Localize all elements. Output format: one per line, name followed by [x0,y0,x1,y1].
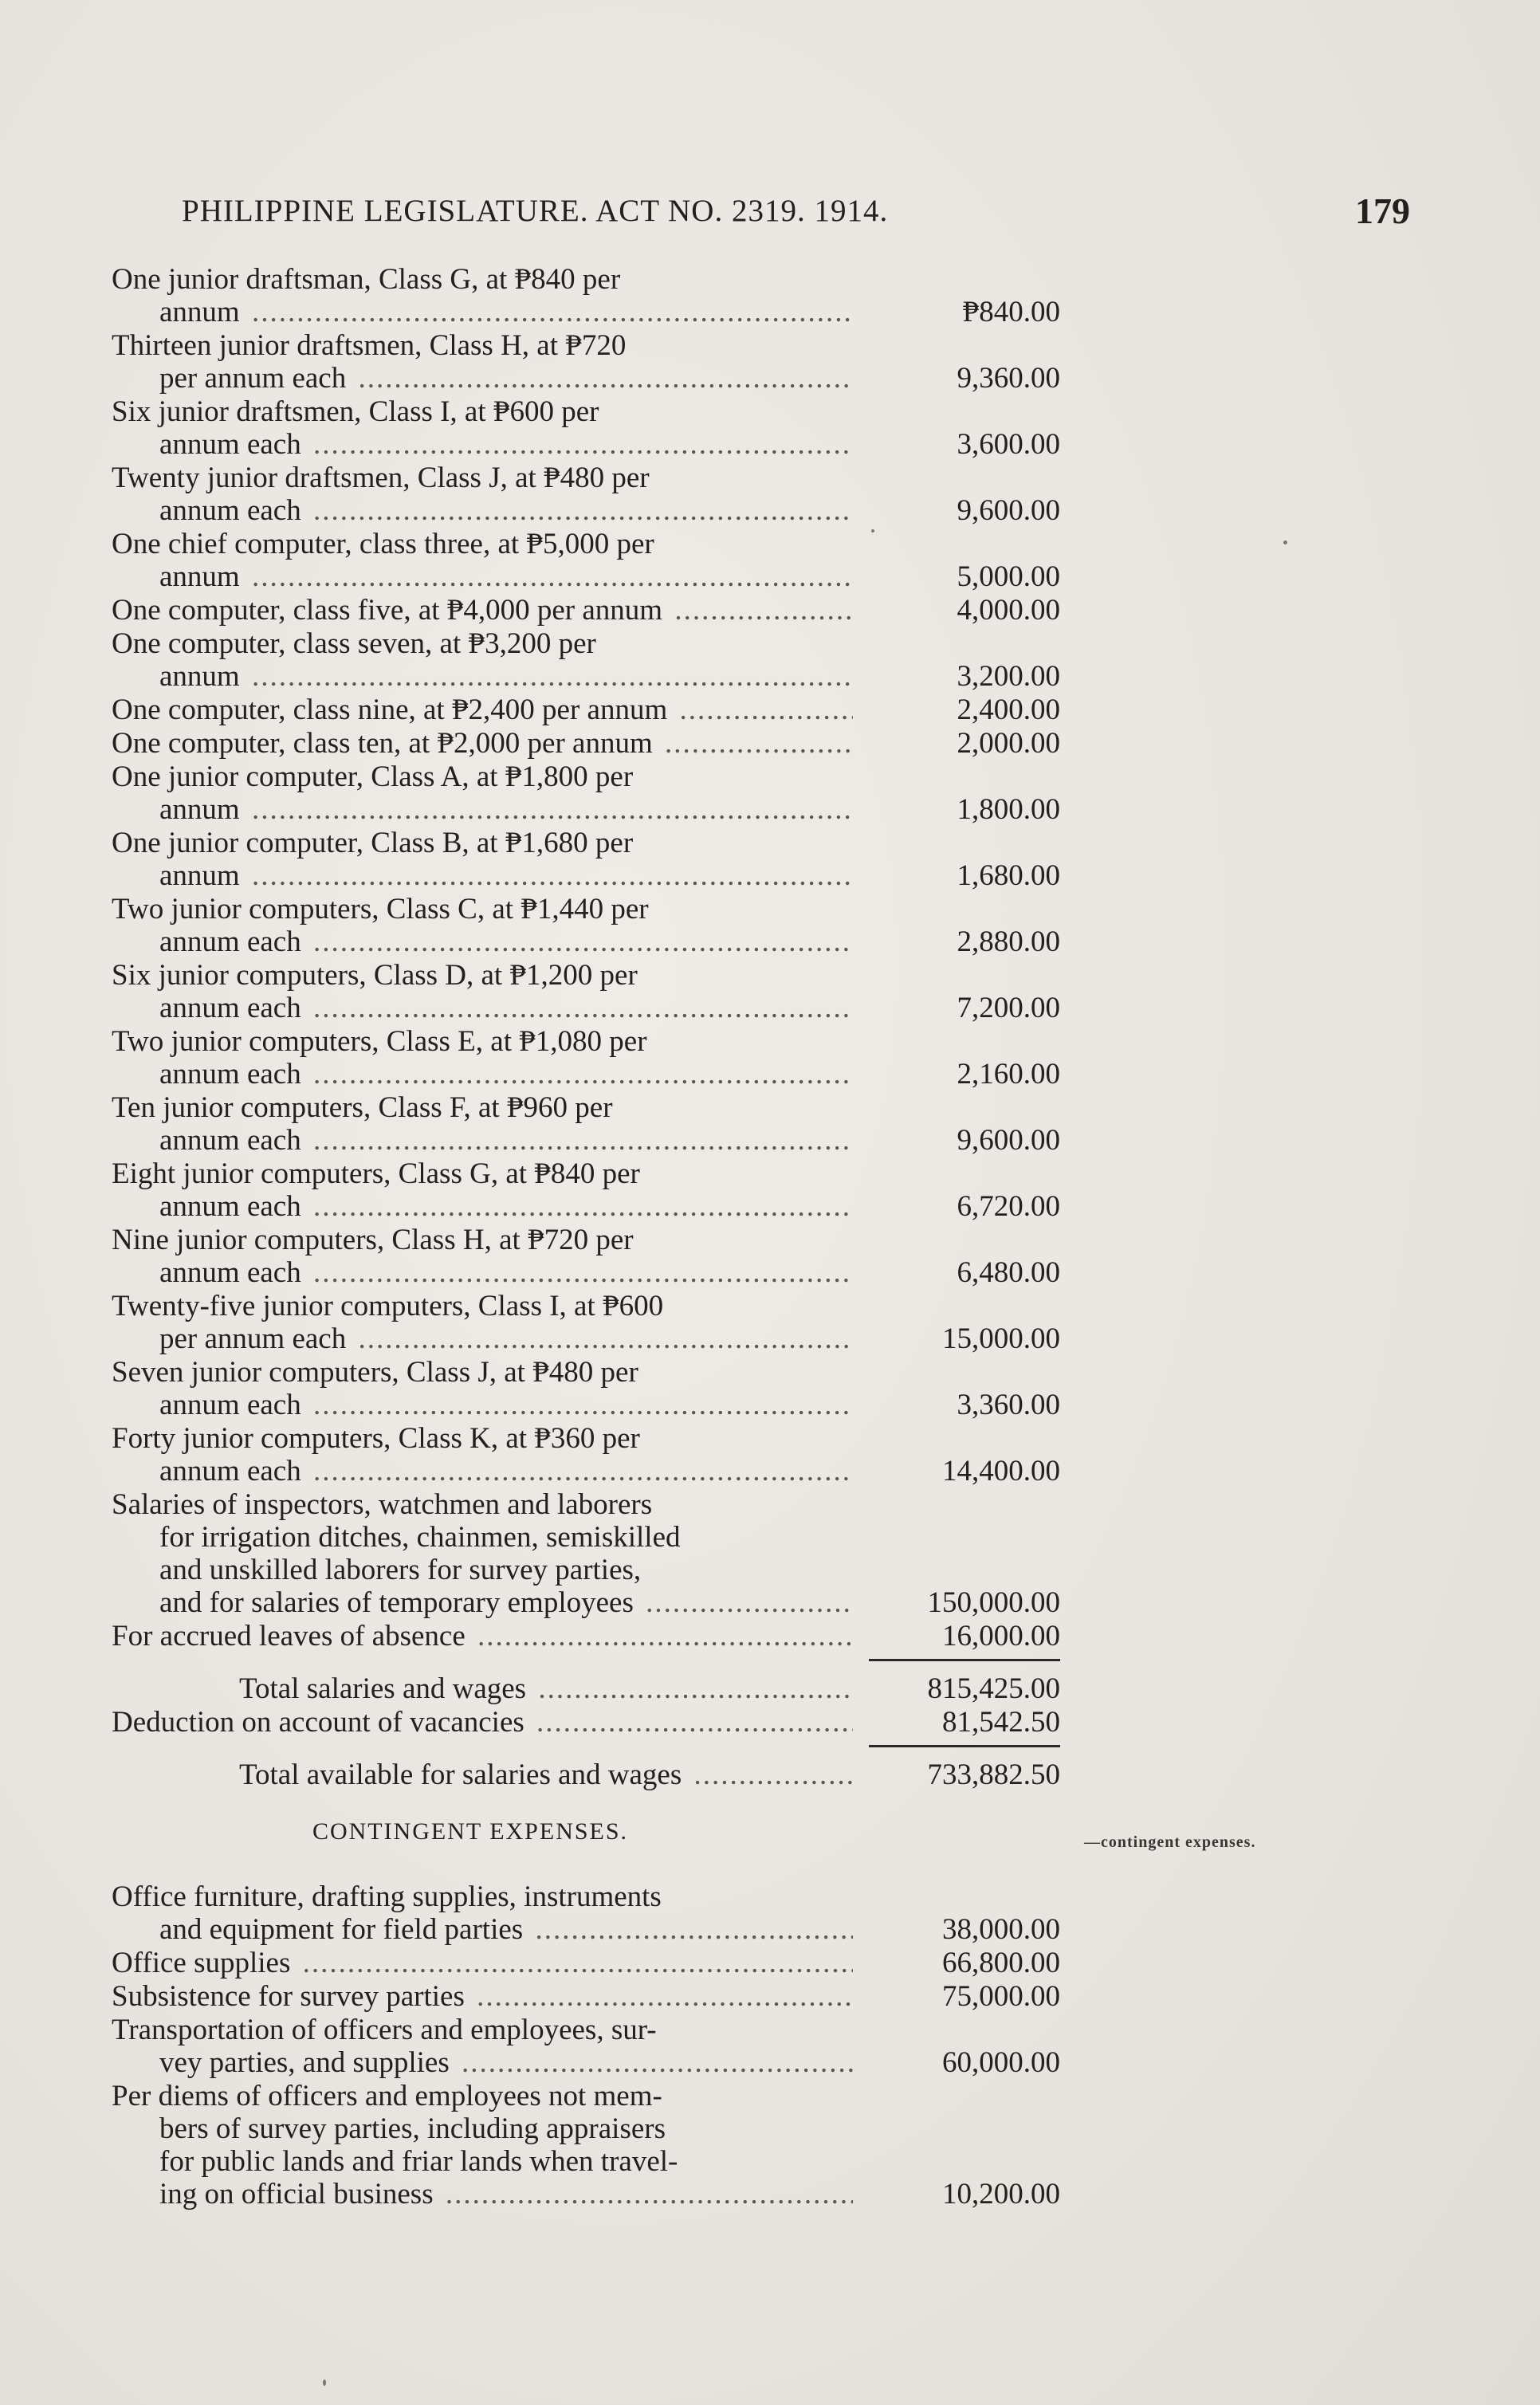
line-item-amount: 10,200.00 [942,2178,1060,2210]
page-number: 179 [1355,191,1410,231]
line-item-description [112,329,853,395]
line-item-text: annum [159,859,240,892]
line-item [112,1488,1068,1619]
line-item-description [112,694,853,726]
line-item-text: annum [159,660,240,693]
line-item [112,727,1068,760]
line-item-amount: 9,600.00 [957,1124,1060,1157]
line-item-description [112,1980,853,2013]
line-item-amount: 9,600.00 [957,494,1060,527]
line-item-text: Salaries of inspectors, watchmen and laborers [112,1488,653,1521]
line-item-text: One junior computer, Class B, at ₱1,680 per [112,827,634,859]
line-item [112,1224,1068,1289]
line-item [112,263,1068,328]
line-item-text: annum each [159,494,301,527]
total-rule [869,1745,1060,1747]
line-item-amount: 60,000.00 [942,2046,1060,2079]
line-item-amount: 66,800.00 [942,1947,1060,1979]
line-item [112,694,1068,726]
line-item-description [112,1091,853,1157]
available-total-row [112,1759,1068,1791]
line-item-description [112,1025,853,1091]
line-item-amount: 3,360.00 [957,1389,1060,1421]
line-item-text: annum each [159,992,301,1024]
line-item-amount: 6,720.00 [957,1190,1060,1223]
line-item-description [112,395,853,461]
line-item-amount: 16,000.00 [942,1620,1060,1652]
line-item-amount: 7,200.00 [957,992,1060,1024]
line-item-description [112,893,853,958]
line-item-text: Nine junior computers, Class H, at ₱720 per [112,1224,634,1256]
line-item-text: annum each [159,1058,301,1091]
line-item [112,2080,1068,2210]
line-item [112,1422,1068,1487]
appropriation-list [112,263,1068,2211]
line-item-text: annum each [159,428,301,461]
line-item-description [112,827,853,892]
line-item [112,329,1068,395]
line-item-amount: 6,480.00 [957,1256,1060,1289]
line-item-text: annum each [159,1389,301,1421]
line-item [112,1356,1068,1421]
line-item-text: annum each [159,1455,301,1487]
line-item-description [112,2080,853,2210]
line-item [112,2014,1068,2079]
contingent-entries [112,1880,1068,2210]
contingent-expenses-heading: CONTINGENT EXPENSES. [312,1818,629,1845]
available-total-label: Total available for salaries and wages [239,1759,682,1791]
line-item [112,627,1068,693]
salary-entries [112,263,1068,1652]
line-item-amount: 2,000.00 [957,727,1060,760]
paper-speck [871,529,874,532]
line-item-text: Seven junior computers, Class J, at ₱480 per [112,1356,638,1389]
line-item [112,1947,1068,1979]
line-item-description [112,1356,853,1421]
subtotal-rule [869,1659,1060,1661]
line-item [112,528,1068,593]
line-item [112,760,1068,826]
line-item-text: Twenty junior draftsmen, Class J, at ₱480 per [112,462,650,494]
line-item-text: Subsistence for survey parties [112,1980,465,2013]
line-item-text: Six junior draftsmen, Class I, at ₱600 per [112,395,599,428]
line-item-text: ing on official business [159,2178,434,2210]
line-item-amount: 1,800.00 [957,793,1060,826]
line-item-text: Six junior computers, Class D, at ₱1,200 per [112,959,638,992]
line-item-text: annum [159,560,240,593]
line-item-text: and unskilled laborers for survey parties, [159,1554,642,1586]
line-item-text: Office supplies [112,1947,291,1979]
line-item-description [112,594,853,627]
line-item-text: annum [159,793,240,826]
line-item-text: Forty junior computers, Class K, at ₱360 per [112,1422,640,1455]
line-item-text: Two junior computers, Class E, at ₱1,080 per [112,1025,647,1058]
line-item [112,395,1068,461]
line-item-text: Per diems of officers and employees not mem- [112,2080,662,2112]
line-item-description [112,1224,853,1289]
line-item-description [112,263,853,328]
line-item-text: per annum each [159,362,347,395]
line-item-text: One computer, class ten, at ₱2,000 per annum [112,727,653,760]
line-item-text: per annum each [159,1322,347,1355]
line-item-text: for public lands and friar lands when travel- [159,2145,678,2178]
line-item-amount: 150,000.00 [927,1586,1060,1619]
line-item [112,1880,1068,1946]
line-item [112,462,1068,527]
line-item-description [112,1488,853,1619]
line-item-amount: 75,000.00 [942,1980,1060,2013]
line-item-amount: 1,680.00 [957,859,1060,892]
line-item-text: annum each [159,1190,301,1223]
line-item [112,1157,1068,1223]
line-item-description [112,1620,853,1652]
line-item-text: for irrigation ditches, chainmen, semiskilled [159,1521,681,1554]
line-item-text: Ten junior computers, Class F, at ₱960 per [112,1091,613,1124]
line-item [112,1620,1068,1652]
deduction-label: Deduction on account of vacancies [112,1706,524,1739]
line-item-amount: 38,000.00 [942,1913,1060,1946]
line-item-text: One junior computer, Class A, at ₱1,800 per [112,760,634,793]
line-item-description [112,760,853,826]
line-item-amount: 14,400.00 [942,1455,1060,1487]
line-item-text: Eight junior computers, Class G, at ₱840 per [112,1157,640,1190]
available-total-amount: 733,882.50 [927,1759,1060,1791]
line-item-text: and for salaries of temporary employees [159,1586,634,1619]
line-item-amount: 2,160.00 [957,1058,1060,1091]
line-item-description [112,1947,853,1979]
line-item [112,1025,1068,1091]
line-item-description [112,528,853,593]
line-item-text: and equipment for field parties [159,1913,524,1946]
line-item [112,959,1068,1024]
line-item-amount: 3,600.00 [957,428,1060,461]
line-item-text: One computer, class seven, at ₱3,200 per [112,627,596,660]
line-item-amount: 15,000.00 [942,1322,1060,1355]
line-item-text: annum each [159,1124,301,1157]
line-item-description [112,1422,853,1487]
paper-speck [323,2379,326,2386]
line-item-amount: 4,000.00 [957,594,1060,627]
line-item-text: annum each [159,1256,301,1289]
line-item-amount: 5,000.00 [957,560,1060,593]
line-item-description [112,627,853,693]
line-item-amount: 9,360.00 [957,362,1060,395]
line-item [112,1290,1068,1355]
line-item-amount: 2,400.00 [957,694,1060,726]
line-item-amount: 3,200.00 [957,660,1060,693]
line-item-text: Transportation of officers and employees, sur- [112,2014,657,2046]
line-item-description [112,959,853,1024]
paper-speck [1283,540,1287,544]
deduction-amount: 81,542.50 [942,1706,1060,1739]
line-item-description [112,727,853,760]
total-salaries-label: Total salaries and wages [239,1672,527,1705]
line-item-amount: ₱840.00 [962,296,1060,328]
line-item-text: annum each [159,925,301,958]
line-item-text: For accrued leaves of absence [112,1620,466,1652]
line-item-description [112,462,853,527]
total-salaries-row [112,1672,1068,1705]
line-item-amount: 2,880.00 [957,925,1060,958]
line-item-text: One junior draftsman, Class G, at ₱840 per [112,263,621,296]
deduction-row [112,1706,1068,1739]
line-item-text: annum [159,296,240,328]
line-item-description [112,2014,853,2079]
line-item-description [112,1290,853,1355]
line-item-text: One computer, class five, at ₱4,000 per annum [112,594,663,627]
line-item-description [112,1880,853,1946]
line-item-text: One chief computer, class three, at ₱5,000 per [112,528,654,560]
total-salaries-amount: 815,425.00 [927,1672,1060,1705]
line-item-text: Twenty-five junior computers, Class I, at ₱600 [112,1290,664,1322]
line-item-text: One computer, class nine, at ₱2,400 per annum [112,694,668,726]
line-item [112,1091,1068,1157]
line-item [112,1980,1068,2013]
line-item-text: Thirteen junior draftsmen, Class H, at ₱720 [112,329,627,362]
margin-note: —contingent expenses. [1084,1833,1256,1851]
line-item [112,827,1068,892]
line-item [112,594,1068,627]
running-head: PHILIPPINE LEGISLATURE. ACT NO. 2319. 1914. [182,194,889,228]
line-item-text: Office furniture, drafting supplies, instruments [112,1880,662,1913]
line-item-text: bers of survey parties, including appraisers [159,2112,666,2145]
line-item-text: vey parties, and supplies [159,2046,450,2079]
line-item-text: Two junior computers, Class C, at ₱1,440 per [112,893,649,925]
line-item-description [112,1157,853,1223]
line-item [112,893,1068,958]
